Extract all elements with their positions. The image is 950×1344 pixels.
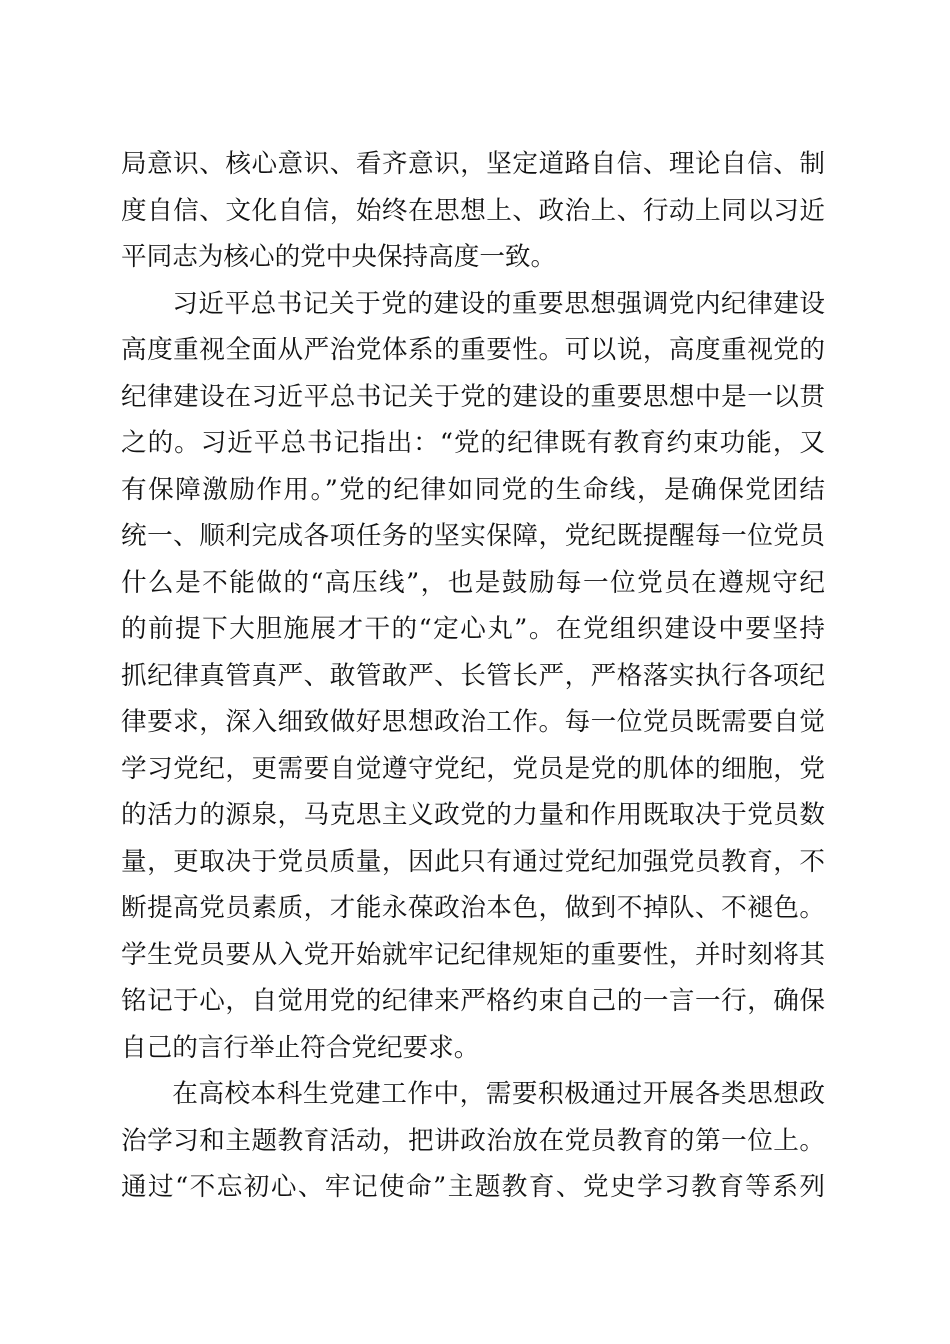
paragraph-1 bbox=[121, 141, 825, 281]
text-line: 统一、顺利完成各项任务的坚实保障，党纪既提醒每一位党员 bbox=[121, 521, 825, 551]
text-line: 纪律建设在习近平总书记关于党的建设的重要思想中是一以贯 bbox=[121, 381, 825, 412]
text-line: 通过“不忘初心、牢记使命”主题教育、党史学习教育等系列 bbox=[121, 1172, 825, 1202]
text-line: 平同志为核心的党中央保持高度一致。 bbox=[121, 242, 557, 272]
text-line: 律要求，深入细致做好思想政治工作。每一位党员既需要自觉 bbox=[121, 707, 825, 737]
text-line: 之的。习近平总书记指出：“党的纪律既有教育约束功能，又 bbox=[121, 428, 825, 458]
text-line: 抓纪律真管真严、敢管敢严、长管长严，严格落实执行各项纪 bbox=[121, 660, 825, 691]
text-line: 治学习和主题教育活动，把讲政治放在党员教育的第一位上。 bbox=[121, 1125, 825, 1156]
text-line: 自己的言行举止符合党纪要求。 bbox=[121, 1032, 480, 1063]
text-line: 什么是不能做的“高压线”，也是鼓励每一位党员在遵规守纪 bbox=[121, 567, 825, 598]
text-line: 铭记于心，自觉用党的纪律来严格约束自己的一言一行，确保 bbox=[121, 986, 825, 1016]
text-line: 高度重视全面从严治党体系的重要性。可以说，高度重视党的 bbox=[121, 335, 825, 365]
text-line: 局意识、核心意识、看齐意识，坚定道路自信、理论自信、制 bbox=[121, 149, 825, 179]
text-line-indented: 在高校本科生党建工作中，需要积极通过开展各类思想政 bbox=[172, 1079, 825, 1109]
text-line: 学习党纪，更需要自觉遵守党纪，党员是党的肌体的细胞，党 bbox=[121, 753, 825, 784]
text-line: 的活力的源泉，马克思主义政党的力量和作用既取决于党员数 bbox=[121, 800, 825, 830]
text-line: 断提高党员素质，才能永葆政治本色，做到不掉队、不褪色。 bbox=[121, 893, 825, 923]
paragraph-3 bbox=[121, 1071, 825, 1211]
text-line: 学生党员要从入党开始就牢记纪律规矩的重要性，并时刻将其 bbox=[121, 939, 825, 970]
text-line: 有保障激励作用。”党的纪律如同党的生命线，是确保党团结 bbox=[121, 474, 825, 505]
text-line: 量，更取决于党员质量，因此只有通过党纪加强党员教育，不 bbox=[121, 846, 825, 877]
text-line: 的前提下大胆施展才干的“定心丸”。在党组织建设中要坚持 bbox=[121, 614, 825, 644]
paragraph-2 bbox=[121, 281, 825, 1072]
text-line: 度自信、文化自信，始终在思想上、政治上、行动上同以习近 bbox=[121, 195, 825, 226]
text-line-indented: 习近平总书记关于党的建设的重要思想强调党内纪律建设 bbox=[172, 288, 825, 319]
document-body bbox=[121, 141, 825, 1211]
